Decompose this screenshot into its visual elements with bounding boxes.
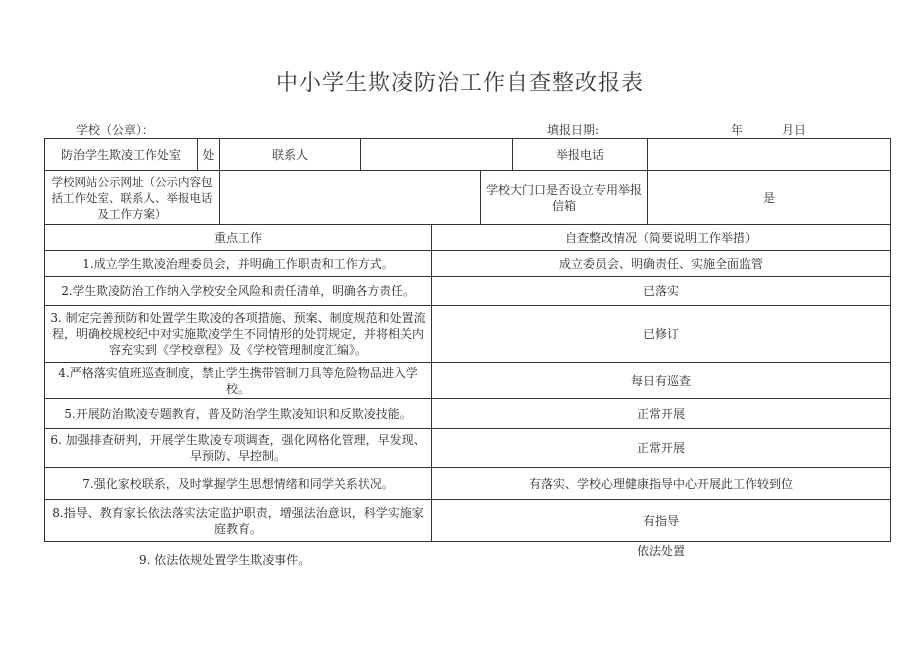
header-status: 自查整改情况（简要说明工作举措） — [564, 230, 757, 245]
phone-label: 举报电话 — [555, 147, 604, 162]
row-6-item: 6. 加强排查研判，开展学生欺凌专项调查，强化网格化管理，早发现、早预防、早控制。 — [50, 433, 426, 463]
phone-value — [648, 139, 890, 170]
contact-value — [361, 139, 512, 170]
website-label: 学校网站公示网址（公示内容包括工作处室、联系人、举报电话及工作方案） — [51, 174, 213, 221]
row-1-item: 1.成立学生欺凌治理委员会，并明确工作职责和工作方式。 — [82, 256, 394, 271]
school-label: 学校（公章）： — [76, 123, 155, 137]
document-title: 中小学生欺凌防治工作自查整改报表 — [275, 71, 644, 96]
date-label: 填报日期: — [547, 123, 600, 137]
row-7-status: 有落实、学校心理健康指导中心开展此工作较到位 — [528, 476, 793, 491]
row-9-item: 9. 依法依规处置学生欺凌事件。 — [139, 553, 311, 567]
website-value — [220, 171, 480, 224]
row-5-item: 5.开展防治欺凌专题教育，普及防治学生欺凌知识和反欺凌技能。 — [64, 406, 412, 421]
contact-label: 联系人 — [271, 147, 308, 162]
row-4-status: 每日有巡查 — [630, 373, 691, 388]
office-label: 防治学生欺凌工作处室 — [60, 147, 181, 162]
row-6-status: 正常开展 — [636, 441, 685, 455]
row-7-item: 7.强化家校联系，及时掌握学生思想情绪和同学关系状况。 — [82, 476, 394, 491]
mailbox-label: 学校大门口是否设立专用举报信箱 — [485, 182, 642, 213]
office-suffix: 处 — [202, 147, 215, 162]
row-4-item: 4.严格落实值班巡查制度，禁止学生携带管制刀具等危险物品进入学校。 — [58, 365, 418, 396]
header-key-work: 重点工作 — [213, 230, 262, 245]
row-2-item: 2.学生欺凌防治工作纳入学校安全风险和责任清单，明确各方责任。 — [61, 284, 415, 298]
row-5-status: 正常开展 — [636, 406, 685, 421]
row-8-item: 8.指导、教育家长依法落实法定监护职责，增强法治意识，科学实施家庭教育。 — [52, 505, 424, 536]
month-day-label: 月日 — [782, 123, 807, 137]
row-2-status: 已落实 — [642, 284, 679, 298]
mailbox-value: 是 — [762, 190, 775, 205]
row-9-status: 依法处置 — [636, 544, 685, 558]
year-label: 年 — [731, 123, 744, 137]
row-3-item: 3. 制定完善预防和处置学生欺凌的各项措施、预案、制度规范和处置流程，明确校规校纪中对实施欺凌学生不同情形的处罚规定，并将相关内容充实到《学校章程》及《学校管理制度汇编》。 — [50, 311, 426, 357]
row-1-status: 成立委员会、明确责任、实施全面监管 — [558, 256, 763, 271]
row-8-status: 有指导 — [642, 513, 679, 528]
row-3-status: 已修订 — [642, 327, 679, 341]
